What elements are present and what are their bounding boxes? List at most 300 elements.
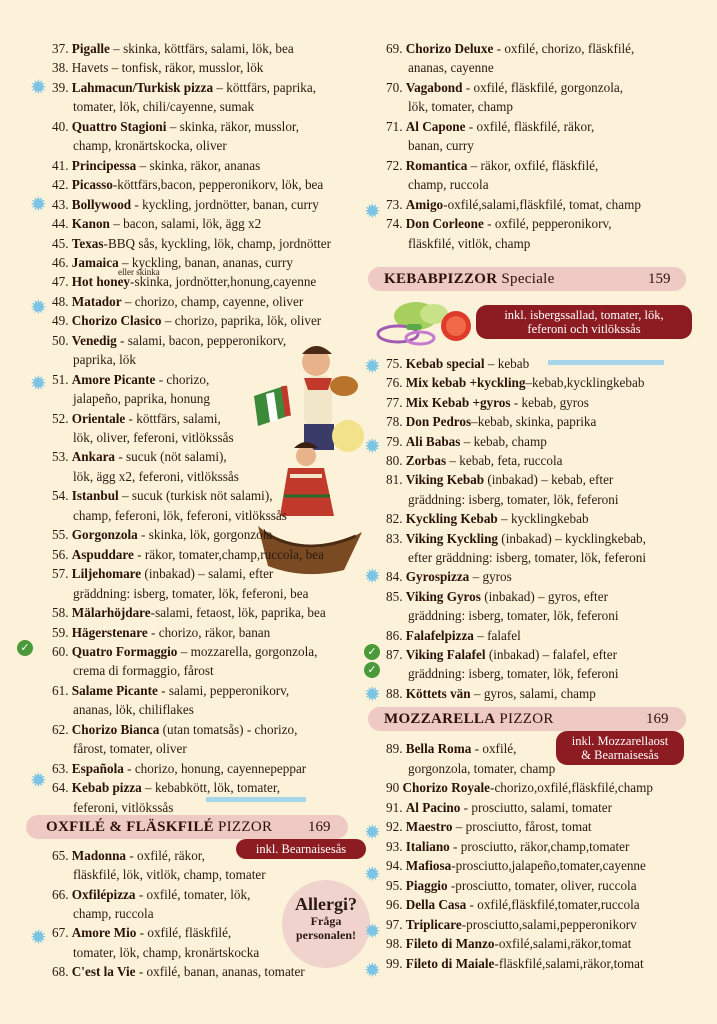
item-description: gräddning: isberg, tomater, lök, feferoni (408, 666, 619, 682)
item-name: Italiano (405, 838, 450, 854)
item-description: kebab, gyros (521, 394, 589, 410)
item-number: 66. (52, 886, 69, 902)
item-number: 45. (52, 235, 69, 251)
item-description: tomater, lök, champ, kronärtskocka (73, 944, 260, 960)
item-name: Köttets vän (405, 685, 471, 701)
item-description: feferoni, vitlökssås (73, 799, 174, 815)
item-separator: - (466, 897, 478, 912)
menu-line (73, 468, 239, 486)
item-description: chorizo, champ, cayenne, oliver (134, 293, 304, 309)
item-description: köttfärs, paprika, (226, 79, 317, 95)
item-name: Kebab special (405, 356, 485, 371)
item-description: oxfilé, fläskfilé, (147, 925, 232, 941)
item-number: 82. (386, 511, 403, 527)
item-number: 44. (52, 216, 69, 232)
item-description: champ, kronärtskocka, oliver (73, 138, 227, 154)
item-name: Matador (71, 293, 122, 309)
item-name: Amore Picante (71, 371, 156, 387)
item-separator: - (157, 682, 169, 698)
item-description: oxfilé, banan, ananas, tomater (146, 963, 305, 979)
item-description: skinka, jordnötter,honung,cayenne (134, 274, 317, 290)
item-name: Hot honey (71, 274, 131, 290)
item-description: tomater, lök, chili/cayenne, sumak (73, 99, 255, 115)
star-icon: ✹ (30, 77, 47, 99)
menu-line (52, 721, 297, 739)
item-separator: - (126, 848, 138, 863)
item-number: 58. (52, 605, 69, 621)
item-description: skinka, lök, gorgonzola (148, 527, 273, 543)
item-separator: - (462, 79, 474, 95)
menu-line (52, 196, 319, 214)
item-number: 46. (52, 254, 69, 270)
item-name: Falafelpizza (405, 627, 474, 643)
menu-line (386, 433, 547, 451)
star-icon: ✹ (30, 373, 47, 395)
allergy-line1: Fråga (310, 914, 342, 928)
item-separator: - (103, 235, 108, 251)
item-separator: - (494, 955, 499, 971)
item-separator: – (213, 79, 227, 95)
menu-line (52, 624, 270, 642)
item-description: prosciutto,jalapeño,tomater,cayenne (455, 858, 646, 873)
item-description: salami, bacon, pepperonikorv, (127, 332, 287, 348)
item-number: 48. (52, 293, 69, 309)
item-separator: - (451, 858, 456, 873)
item-name: Ankara (71, 449, 116, 465)
item-number: 56. (52, 546, 69, 562)
item-description: sucuk (turkisk nöt salami), (131, 488, 273, 504)
item-name: Pigalle (71, 41, 110, 56)
item-separator: - (125, 410, 137, 426)
item-name: Della Casa (405, 897, 467, 912)
mozzarella-badge: inkl. Mozzarellaost & Bearnaisesås (556, 731, 684, 765)
menu-line (386, 627, 521, 645)
kebab-price: 159 (648, 271, 671, 287)
item-separator: - (135, 886, 147, 902)
item-name: Amigo (405, 196, 444, 212)
menu-line (386, 955, 644, 973)
check-icon: ✓ (17, 640, 33, 656)
item-name: Fileto di Manzo (405, 936, 495, 951)
item-name: Quattro Stagioni (71, 118, 167, 134)
item-name: Mälarhöjdare (71, 605, 151, 621)
divider-bar-kebab (548, 360, 664, 365)
item-number: 64. (52, 780, 69, 796)
item-name: Viking Kyckling (405, 530, 498, 546)
mozzarella-title: MOZZARELLA PIZZOR (384, 711, 554, 727)
item-description: jalapeño, paprika, honung (73, 391, 210, 407)
item-name: Kanon (71, 216, 110, 232)
star-icon: ✹ (30, 297, 47, 319)
item-separator: - (150, 605, 156, 621)
item-description: efter gräddning: isberg, tomater, lök, feferoni (408, 550, 646, 565)
item-description: salami, pepperonikorv, (168, 682, 290, 698)
menu-line (386, 79, 623, 97)
item-number: 80. (386, 453, 403, 468)
item-description: kebab, feta, ruccola (459, 453, 563, 468)
item-number: 54. (52, 488, 69, 504)
item-number: 61. (52, 682, 69, 698)
item-separator: – (525, 375, 533, 391)
menu-line (52, 847, 205, 865)
menu-line (52, 293, 303, 311)
item-separator: – (497, 511, 511, 527)
item-number: 77. (386, 394, 403, 410)
item-number: 38. (52, 60, 69, 76)
item-separator: - (461, 916, 467, 932)
menu-line (73, 799, 173, 817)
menu-line (52, 779, 280, 797)
item-name: Texas (71, 235, 104, 251)
item-separator: - (155, 371, 167, 387)
menu-line (386, 452, 563, 470)
item-description: bacon, salami, lök, ägg x2 (123, 216, 262, 232)
item-name: Viking Falafel (405, 647, 486, 662)
item-name: Chorizo Bianca (71, 721, 160, 737)
star-icon: ✹ (364, 201, 381, 223)
item-number: 53. (52, 449, 69, 465)
menu-line (386, 935, 631, 953)
menu-line (386, 779, 653, 797)
item-description: ananas, cayenne (408, 60, 494, 76)
menu-line (73, 351, 136, 369)
menu-line (386, 215, 612, 233)
item-description: oxfilé,fläskfilé,tomater,ruccola (477, 897, 640, 912)
item-separator: - (493, 41, 505, 56)
item-name: Fileto di Maiale (405, 955, 495, 971)
item-description: köttfärs,bacon, pepperonikorv, lök, bea (117, 177, 324, 193)
menu-line (408, 235, 530, 253)
item-description: gyros, salami, champ (483, 685, 596, 701)
menu-line (386, 157, 598, 175)
item-name: Hägerstenare (71, 624, 148, 640)
menu-line (52, 79, 316, 97)
item-description: kebab, champ (473, 433, 547, 449)
kebab-title: KEBABPIZZOR Speciale (384, 271, 555, 287)
menu-line (52, 332, 286, 350)
item-number: 65. (52, 848, 69, 863)
menu-line (73, 701, 194, 719)
item-separator: - (112, 177, 118, 193)
item-description: Havets – tonfisk, räkor, musslor, lök (71, 60, 264, 76)
item-number: 60. (52, 643, 69, 659)
item-number: 39. (52, 79, 69, 95)
item-separator: - (133, 546, 145, 562)
menu-line (386, 818, 592, 836)
menu-line (52, 604, 326, 622)
item-description: fläskfilé,salami,räkor,tomat (498, 955, 644, 971)
item-separator: - (494, 936, 499, 951)
item-separator: – (118, 488, 132, 504)
menu-line (386, 471, 613, 489)
menu-line (52, 924, 231, 942)
item-name: C'est la Vie (71, 963, 136, 979)
item-number: 96. (386, 897, 403, 912)
allergy-line2: personalen! (296, 928, 356, 942)
item-number: 99. (386, 955, 403, 971)
menu-line (408, 137, 474, 155)
item-separator: - (147, 624, 159, 640)
star-icon: ✹ (30, 770, 47, 792)
menu-line (408, 176, 489, 194)
menu-line (52, 886, 250, 904)
item-description: (inbakad) – kycklingkebab, (501, 530, 646, 546)
item-description: champ, ruccola (73, 905, 154, 921)
item-separator: – (161, 313, 175, 329)
item-description: oxfilé,salami,räkor,tomat (498, 936, 632, 951)
item-number: 97. (386, 916, 403, 932)
item-name: Quatro Formaggio (71, 643, 178, 659)
star-icon: ✹ (364, 822, 381, 844)
item-separator: - (471, 741, 483, 756)
menu-line (386, 646, 617, 664)
item-description: salami, fetaost, lök, paprika, bea (155, 605, 326, 621)
item-description: sucuk (nöt salami), (126, 449, 227, 465)
item-description: prosciutto, salami, tomater (471, 799, 613, 815)
item-separator: – (470, 685, 484, 701)
menu-line (52, 448, 227, 466)
item-number: 88. (386, 685, 403, 701)
star-icon: ✹ (364, 684, 381, 706)
item-number: 95. (386, 877, 403, 893)
item-separator: – (141, 780, 155, 796)
item-separator: – (121, 293, 135, 309)
menu-line (386, 877, 637, 895)
item-name: Al Capone (405, 118, 466, 134)
item-separator: – (177, 643, 191, 659)
item-separator: – (166, 118, 180, 134)
menu-line (52, 176, 323, 194)
item-separator: - (483, 216, 495, 232)
item-name: Chorizo Clasico (71, 313, 162, 329)
item-separator: – (460, 433, 474, 449)
item-description: gräddning: isberg, tomater, lök, feferoni (408, 491, 619, 507)
star-icon: ✹ (364, 864, 381, 886)
item-description: kyckling, banan, ananas, curry (131, 254, 293, 270)
item-name: Ali Babas (405, 433, 461, 449)
item-description: prosciutto,salami,pepperonikorv (466, 916, 637, 932)
menu-line (386, 394, 589, 412)
item-name: Oxfilépizza (71, 886, 136, 902)
item-separator: - (447, 877, 456, 893)
menu-line (73, 507, 287, 525)
item-number: 74. (386, 216, 403, 232)
menu-line (408, 491, 619, 509)
item-name: Kyckling Kebab (405, 511, 498, 527)
item-number: 62. (52, 721, 69, 737)
star-icon: ✹ (364, 356, 381, 378)
menu-line (52, 157, 260, 175)
menu-line (408, 760, 555, 778)
star-icon: ✹ (364, 566, 381, 588)
item-number: 67. (52, 925, 69, 941)
item-number: 51. (52, 371, 69, 387)
item-description: oxfilé, fläskfilé, gorgonzola, (473, 79, 624, 95)
item-separator: – (109, 41, 124, 56)
item-description: mozzarella, gorgonzola, (190, 643, 318, 659)
item-separator: - (115, 449, 127, 465)
oxfile-price: 169 (308, 819, 331, 835)
item-description: lök, tomater, champ (408, 99, 513, 115)
menu-line (52, 254, 293, 272)
item-number: 55. (52, 527, 69, 543)
item-name: Salame Picante (71, 682, 158, 698)
menu-line (73, 905, 154, 923)
item-number: 86. (386, 627, 403, 643)
item-separator: – (467, 157, 481, 173)
item-separator: – (484, 356, 498, 371)
menu-line (408, 665, 619, 683)
item-description: räkor, tomater,champ,ruccola, bea (144, 546, 324, 562)
item-separator: - (131, 196, 143, 212)
item-separator: - (116, 332, 128, 348)
item-description: kyckling, jordnötter, banan, curry (142, 196, 319, 212)
item-separator: – (469, 569, 483, 585)
item-description: oxfilé, chorizo, fläskfilé, (504, 41, 635, 56)
menu-line (52, 312, 321, 330)
item-description: (inbakad) – falafel, efter (488, 647, 617, 662)
item-number: 89. (386, 741, 403, 756)
item-number: 78. (386, 414, 403, 430)
item-description: chorizo, honung, cayennepeppar (134, 760, 307, 776)
item-number: 37. (52, 41, 69, 56)
item-name: Viking Kebab (405, 472, 485, 488)
star-icon: ✹ (364, 436, 381, 458)
item-separator: - (510, 394, 522, 410)
item-number: 79. (386, 433, 403, 449)
menu-line (52, 487, 273, 505)
allergy-notice (282, 880, 370, 968)
item-number: 83. (386, 530, 403, 546)
menu-line (52, 526, 272, 544)
item-name: Al Pacino (405, 799, 461, 815)
item-number: 52. (52, 410, 69, 426)
item-description: skinka, köttfärs, salami, lök, bea (123, 41, 294, 56)
item-name: Mix Kebab +gyros (405, 394, 511, 410)
allergy-title: Allergi? (295, 894, 357, 914)
item-number: 73. (386, 196, 403, 212)
item-description: gräddning: isberg, tomater, lök, feferoni (408, 608, 619, 624)
item-description: falafel (487, 627, 521, 643)
item-name: Piaggio (405, 877, 448, 893)
menu-line (386, 530, 646, 548)
menu-line (386, 196, 641, 214)
item-name: Lahmacun/Turkisk pizza (71, 79, 214, 95)
item-description: oxfilé, pepperonikorv, (494, 216, 612, 232)
item-description: lök, ägg x2, feferoni, vitlökssås (73, 468, 239, 484)
item-number: 69. (386, 41, 403, 56)
star-icon: ✹ (364, 921, 381, 943)
menu-line (73, 866, 266, 884)
item-name: Vagabond (405, 79, 463, 95)
divider-bar-left (206, 797, 306, 802)
item-description: oxfilé, tomater, lök, (146, 886, 251, 902)
item-number: 49. (52, 313, 69, 329)
menu-line (386, 568, 512, 586)
item-separator: - (490, 780, 495, 795)
item-number: 41. (52, 157, 69, 173)
item-name: Picasso (71, 177, 113, 193)
check-icon: ✓ (364, 662, 380, 678)
star-icon: ✹ (30, 927, 47, 949)
item-description: chorizo, räkor, banan (158, 624, 271, 640)
item-name: Don Pedros (405, 414, 472, 430)
item-name: Chorizo Deluxe (405, 41, 494, 56)
item-number: 71. (386, 118, 403, 134)
item-separator: - (130, 274, 135, 290)
menu-line (386, 355, 529, 373)
menu-line (52, 963, 305, 981)
mozzarella-price: 169 (646, 711, 669, 727)
item-name: Española (71, 760, 124, 776)
menu-line (386, 857, 646, 875)
item-number: 75. (386, 356, 403, 371)
menu-line (52, 273, 316, 291)
item-description: (inbakad) – salami, efter (144, 566, 274, 582)
menu-line (52, 40, 294, 58)
item-description: kebab,kycklingkebab (532, 375, 645, 391)
item-number: 90 (386, 780, 400, 795)
item-description: kebab, skinka, paprika (477, 414, 597, 430)
item-name: Orientale (71, 410, 126, 426)
menu-line (386, 740, 516, 758)
item-name: Venedig (71, 332, 117, 348)
item-name: Gyrospizza (405, 569, 470, 585)
menu-line (73, 137, 227, 155)
item-number: 72. (386, 157, 403, 173)
item-name: Zorbas (405, 453, 447, 468)
item-description: gyros (482, 569, 512, 585)
item-description: (inbakad) – gyros, efter (484, 588, 608, 604)
menu-line (73, 740, 187, 758)
menu-line (386, 838, 629, 856)
menu-line (408, 98, 513, 116)
item-separator: – (446, 453, 460, 468)
item-description: fläskfilé, vitlök, champ (408, 235, 531, 251)
item-number: 43. (52, 196, 69, 212)
item-separator: - (136, 925, 148, 941)
item-description: oxfilé, (482, 741, 517, 756)
item-description: prosciutto, räkor,champ,tomater (460, 838, 630, 854)
item-name: Aspuddare (71, 546, 134, 562)
kebab-badge: inkl. isbergssallad, tomater, lök, feferoni och vitlökssås (476, 305, 692, 339)
menu-line (73, 429, 234, 447)
menu-line (52, 643, 317, 661)
star-icon: ✹ (364, 960, 381, 982)
item-description: champ, feferoni, lök, feferoni, vitlökssås (73, 507, 287, 523)
item-separator: - (135, 963, 147, 979)
menu-line (408, 549, 646, 567)
menu-line (386, 118, 594, 136)
item-number: 42. (52, 177, 69, 193)
menu-line (386, 799, 612, 817)
item-description: skinka, räkor, musslor, (179, 118, 300, 134)
item-description: ananas, lök, chiliflakes (73, 702, 194, 718)
item-name: Bella Roma (405, 741, 472, 756)
item-description: (utan tomatsås) - chorizo, (162, 721, 298, 737)
item-name: Amore Mio (71, 925, 137, 941)
item-number: 68. (52, 963, 69, 979)
item-number: 63. (52, 760, 69, 776)
item-name: Mafiosa (405, 858, 452, 873)
item-separator: - (449, 838, 461, 854)
item-name: Liljehomare (71, 566, 142, 582)
item-description: banan, curry (408, 138, 474, 154)
item-separator: - (465, 118, 477, 134)
item-description: prosciutto, tomater, oliver, ruccola (455, 877, 637, 893)
menu-line (386, 685, 596, 703)
item-number: 93. (386, 838, 403, 854)
